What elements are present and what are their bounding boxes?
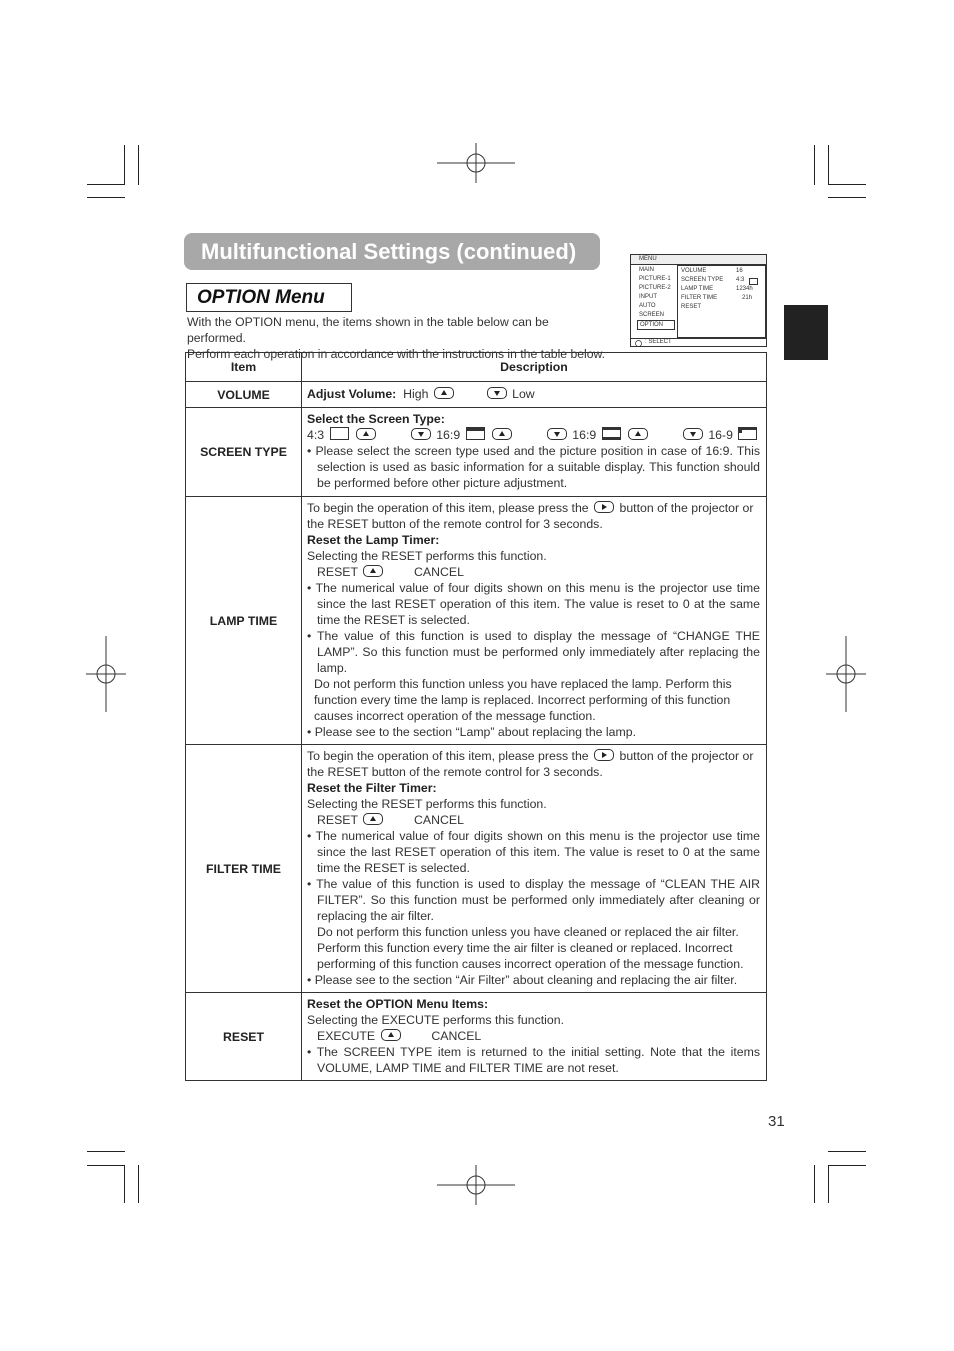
up-button-icon <box>381 1029 401 1041</box>
panel-row-label: VOLUME <box>681 268 707 274</box>
crop-mark <box>828 145 829 185</box>
intro-line: With the OPTION menu, the items shown in the table below can be performed. <box>187 315 549 345</box>
table-row-screen-type <box>186 408 767 497</box>
reset-execute-options: EXECUTE CANCEL <box>317 1029 482 1043</box>
panel-row-label: SCREEN TYPE <box>681 277 724 283</box>
panel-row-value: 21h <box>742 295 753 301</box>
crop-mark <box>87 1151 125 1152</box>
lamp-intro: To begin the operation of this item, please press the button of the projector or the RESET button of the remote control for 3 seconds. <box>307 501 754 531</box>
description-cell <box>302 993 767 1081</box>
page-title: Multifunctional Settings (continued) <box>201 239 577 264</box>
description-cell <box>302 382 767 408</box>
screen-4-3-icon <box>330 427 349 440</box>
volume-low: Low <box>512 387 535 401</box>
menu-footer-label: : SELECT <box>645 339 672 345</box>
menu-item: SCREEN <box>639 312 665 318</box>
crop-mark <box>814 1165 815 1203</box>
panel-row-label: FILTER TIME <box>681 295 718 301</box>
menu-footer <box>631 338 766 347</box>
crop-mark <box>124 145 125 185</box>
section-title: OPTION Menu <box>197 287 325 308</box>
menu-panel <box>677 265 766 338</box>
screen-type-options: 4:3 16:9 16:9 16-9 <box>307 427 760 443</box>
panel-row-value: 16 <box>736 268 743 274</box>
registration-mark-icon <box>826 636 866 712</box>
registration-mark-icon <box>86 636 126 712</box>
description-cell <box>302 408 767 497</box>
up-button-icon <box>363 813 383 825</box>
bullet-text: • Please see to the section “Air Filter” about cleaning and replacing the air filter. <box>307 973 738 987</box>
up-button-icon <box>363 565 383 577</box>
down-button-icon <box>547 428 567 440</box>
lamp-line: Selecting the RESET performs this function. <box>307 549 547 563</box>
filter-reset-label: Reset the Filter Timer: <box>307 781 437 795</box>
item-cell: FILTER TIME <box>186 745 302 993</box>
bullet-text: • Please select the screen type used and the picture position in case of 16:9. This selection is used as basic information for a suitable display. This function should be performed before other picture adjustment. <box>307 444 760 490</box>
crop-mark <box>828 1151 866 1152</box>
screen-16-9-center-icon <box>602 427 621 440</box>
crop-mark <box>828 184 866 185</box>
filter-intro: To begin the operation of this item, please press the button of the projector or the RESET button of the remote control for 3 seconds. <box>307 749 754 779</box>
registration-mark-icon <box>437 1165 515 1205</box>
table-row-reset <box>186 993 767 1081</box>
chapter-tab-marker <box>784 305 828 360</box>
page-number: 31 <box>768 1113 785 1130</box>
table-row-filter-time <box>186 745 767 993</box>
menu-item: MAIN <box>639 267 654 273</box>
description-cell <box>302 745 767 993</box>
registration-mark-icon <box>437 143 515 183</box>
intro-line: Perform each operation in accordance with the instructions in the table below. <box>187 347 605 361</box>
panel-row-value: 4:3 <box>736 277 745 283</box>
bullet-text: • The value of this function is used to display the message of “CLEAN THE AIR FILTER”. So this function must be performed only immediately after cleaning or replacing the air filter. <box>307 877 760 923</box>
volume-high: High <box>403 387 429 401</box>
item-cell: RESET <box>186 993 302 1081</box>
down-button-icon <box>487 387 507 399</box>
bullet-text: • The SCREEN TYPE item is returned to the initial setting. Note that the items VOLUME, LAMP TIME and FILTER TIME are not reset. <box>307 1045 760 1075</box>
down-button-icon <box>411 428 431 440</box>
item-cell: SCREEN TYPE <box>186 408 302 497</box>
crop-mark <box>138 145 139 185</box>
select-pad-icon <box>634 340 643 347</box>
page-title-bar <box>184 233 600 270</box>
crop-mark <box>828 197 866 198</box>
up-button-icon <box>628 428 648 440</box>
crop-mark <box>124 1165 125 1203</box>
reset-line: Selecting the EXECUTE performs this function. <box>307 1013 564 1027</box>
menu-header: MENU <box>631 255 766 265</box>
column-header-item: Item <box>186 353 302 382</box>
bullet-text: • The value of this function is used to display the message of “CHANGE THE LAMP”. So this function must be performed only immediately after replacing the lamp. <box>307 629 760 675</box>
bullet-text: • The numerical value of four digits shown on this menu is the projector use time since the last RESET operation of this item. The value is reset to 0 at the same time the RESET is selected. <box>307 581 760 627</box>
table-row-lamp-time <box>186 497 767 745</box>
menu-item: PICTURE-2 <box>639 285 671 291</box>
screen-type-label: Select the Screen Type: <box>307 412 445 426</box>
screen-16-9-down-icon <box>738 427 757 440</box>
menu-item: AUTO <box>639 303 656 309</box>
panel-row-label: LAMP TIME <box>681 286 714 292</box>
crop-mark <box>87 184 125 185</box>
reset-label: Reset the OPTION Menu Items: <box>307 997 489 1011</box>
crop-mark <box>87 197 125 198</box>
crop-mark <box>87 1165 125 1166</box>
section-title-box <box>186 283 352 312</box>
screen-16-9-icon <box>466 427 485 440</box>
lamp-note: Do not perform this function unless you have replaced the lamp. Perform this function every time the lamp is replaced. Incorrect performing of this function causes incorrect operation of the message function. <box>314 677 732 723</box>
menu-item: PICTURE-1 <box>639 276 671 282</box>
bullet-text: • The numerical value of four digits shown on this menu is the projector use time since the last RESET operation of this item. The value is reset to 0 at the same time the RESET is selected. <box>307 829 760 875</box>
crop-mark <box>828 1165 866 1166</box>
filter-reset-options: RESET CANCEL <box>317 813 464 827</box>
right-button-icon <box>594 749 614 761</box>
option-menu-screen <box>630 254 767 347</box>
bullet-text: • Please see to the section “Lamp” about replacing the lamp. <box>307 725 636 739</box>
menu-item-selected: OPTION <box>637 320 675 330</box>
table-header-row <box>186 353 767 382</box>
filter-note: Do not perform this function unless you have cleaned or replaced the air filter. Perform this function every time the air filter is cleaned or replaced. Incorrect performing of this function causes incorrect operation of the message function. <box>317 925 744 971</box>
menu-item: INPUT <box>639 294 657 300</box>
crop-mark <box>814 145 815 185</box>
lamp-reset-options: RESET CANCEL <box>317 565 464 579</box>
screen-icon <box>749 278 758 285</box>
right-button-icon <box>594 501 614 513</box>
item-cell: LAMP TIME <box>186 497 302 745</box>
item-cell: VOLUME <box>186 382 302 408</box>
menu-list <box>639 266 675 330</box>
down-button-icon <box>683 428 703 440</box>
volume-label: Adjust Volume: <box>307 387 397 401</box>
panel-row-value: 1234h <box>736 286 753 292</box>
crop-mark <box>138 1165 139 1203</box>
lamp-reset-label: Reset the Lamp Timer: <box>307 533 440 547</box>
up-button-icon <box>356 428 376 440</box>
table-row-volume <box>186 382 767 408</box>
option-table <box>185 352 767 1081</box>
crop-mark <box>828 1165 829 1203</box>
column-header-description: Description <box>302 353 767 382</box>
filter-line: Selecting the RESET performs this function. <box>307 797 547 811</box>
description-cell <box>302 497 767 745</box>
up-button-icon <box>492 428 512 440</box>
up-button-icon <box>434 387 454 399</box>
panel-row-label: RESET <box>681 304 702 310</box>
